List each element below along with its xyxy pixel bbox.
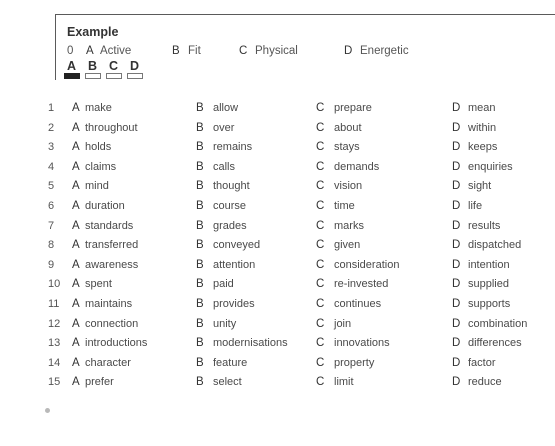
option-a-word: introductions xyxy=(85,337,148,350)
option-a-word: awareness xyxy=(85,258,139,271)
option-a-letter: A xyxy=(72,278,80,291)
option-d-word: supports xyxy=(468,298,511,310)
example-option-c-letter: C xyxy=(239,45,248,57)
page-dot xyxy=(45,408,50,413)
question-number: 14 xyxy=(48,356,61,369)
option-b-word: over xyxy=(213,121,235,134)
option-d-letter: D xyxy=(452,278,461,291)
option-a-letter: A xyxy=(72,219,80,232)
option-d-word: life xyxy=(468,200,483,212)
example-box xyxy=(55,14,555,80)
option-b-word: provides xyxy=(213,298,255,310)
option-b-letter: B xyxy=(196,317,204,330)
option-c-word: consideration xyxy=(334,258,400,271)
question-number: 1 xyxy=(48,102,55,114)
option-c-word: prepare xyxy=(334,102,372,114)
option-c-letter: C xyxy=(316,121,325,134)
example-number: 0 xyxy=(67,45,74,57)
option-d-word: sight xyxy=(468,180,492,193)
question-row xyxy=(0,376,555,395)
option-b-word: course xyxy=(213,200,247,212)
option-c-word: time xyxy=(334,200,355,212)
example-option-a-word: Active xyxy=(100,45,132,57)
question-row xyxy=(0,318,555,337)
option-c-word: given xyxy=(334,239,361,252)
option-c-word: marks xyxy=(334,219,364,232)
option-a-letter: A xyxy=(72,258,80,271)
option-a-word: claims xyxy=(85,160,117,173)
option-d-letter: D xyxy=(452,141,461,154)
option-b-word: calls xyxy=(213,160,236,173)
option-d-word: factor xyxy=(468,356,496,369)
option-b-letter: B xyxy=(196,337,204,350)
option-c-letter: C xyxy=(316,200,325,212)
question-row xyxy=(0,357,555,376)
question-row xyxy=(0,200,555,219)
answer-box-c[interactable] xyxy=(106,73,122,79)
option-d-letter: D xyxy=(452,180,461,193)
question-row xyxy=(0,161,555,180)
example-option-b-word: Fit xyxy=(188,45,201,57)
option-b-word: thought xyxy=(213,180,250,193)
option-a-word: transferred xyxy=(85,239,139,252)
option-a-letter: A xyxy=(72,180,80,193)
option-c-word: innovations xyxy=(334,337,390,350)
option-c-letter: C xyxy=(316,219,325,232)
option-d-word: keeps xyxy=(468,141,498,154)
question-number: 11 xyxy=(48,298,60,310)
example-option-d-letter: D xyxy=(344,45,353,57)
option-b-word: conveyed xyxy=(213,239,261,252)
question-number: 6 xyxy=(48,200,55,212)
option-b-letter: B xyxy=(196,102,204,114)
question-number: 15 xyxy=(48,376,61,389)
option-d-letter: D xyxy=(452,160,461,173)
option-a-word: character xyxy=(85,356,131,369)
option-a-letter: A xyxy=(72,141,80,154)
option-b-letter: B xyxy=(196,121,204,134)
option-b-letter: B xyxy=(196,200,204,212)
option-b-letter: B xyxy=(196,239,204,252)
option-d-word: results xyxy=(468,219,501,232)
option-c-word: join xyxy=(334,317,352,330)
answer-letter-d: D xyxy=(129,59,140,73)
option-c-letter: C xyxy=(316,258,325,271)
option-c-word: re-invested xyxy=(334,278,389,291)
question-row xyxy=(0,278,555,297)
option-b-letter: B xyxy=(196,160,204,173)
option-b-word: paid xyxy=(213,278,234,291)
question-number: 4 xyxy=(48,160,55,173)
option-a-word: maintains xyxy=(85,298,133,310)
question-number: 10 xyxy=(48,278,61,291)
option-a-letter: A xyxy=(72,337,80,350)
option-b-word: remains xyxy=(213,141,253,154)
option-c-letter: C xyxy=(316,337,325,350)
option-c-word: stays xyxy=(334,141,360,154)
option-a-word: prefer xyxy=(85,376,114,389)
option-b-letter: B xyxy=(196,298,204,310)
option-c-letter: C xyxy=(316,141,325,154)
question-row xyxy=(0,337,555,356)
option-c-letter: C xyxy=(316,160,325,173)
option-c-letter: C xyxy=(316,180,325,193)
option-b-word: attention xyxy=(213,258,256,271)
question-row xyxy=(0,239,555,258)
question-number: 8 xyxy=(48,239,55,252)
option-b-letter: B xyxy=(196,376,204,389)
question-number: 3 xyxy=(48,141,55,154)
option-d-word: intention xyxy=(468,258,510,271)
option-a-word: holds xyxy=(85,141,112,154)
option-b-letter: B xyxy=(196,278,204,291)
question-number: 5 xyxy=(48,180,55,193)
example-option-b-letter: B xyxy=(172,45,180,57)
option-c-word: demands xyxy=(334,160,380,173)
option-a-word: throughout xyxy=(85,121,138,134)
option-b-letter: B xyxy=(196,219,204,232)
option-c-letter: C xyxy=(316,356,325,369)
option-c-word: about xyxy=(334,121,362,134)
option-b-word: select xyxy=(213,376,242,389)
example-title: Example xyxy=(67,25,119,39)
option-c-letter: C xyxy=(316,239,325,252)
option-d-word: combination xyxy=(468,317,528,330)
question-row xyxy=(0,259,555,278)
option-d-word: enquiries xyxy=(468,160,513,173)
answer-box-d[interactable] xyxy=(127,73,143,79)
answer-box-a-filled[interactable] xyxy=(64,73,80,79)
option-d-word: reduce xyxy=(468,376,502,389)
option-d-letter: D xyxy=(452,337,461,350)
option-c-letter: C xyxy=(316,317,325,330)
option-c-letter: C xyxy=(316,102,325,114)
option-d-word: differences xyxy=(468,337,522,350)
option-d-letter: D xyxy=(452,200,461,212)
example-option-c-word: Physical xyxy=(255,45,298,57)
option-d-letter: D xyxy=(452,376,461,389)
option-c-word: continues xyxy=(334,298,382,310)
option-a-word: standards xyxy=(85,219,134,232)
option-a-letter: A xyxy=(72,121,80,134)
question-row xyxy=(0,122,555,141)
option-a-word: make xyxy=(85,102,112,114)
option-d-letter: D xyxy=(452,102,461,114)
option-d-letter: D xyxy=(452,298,461,310)
option-a-letter: A xyxy=(72,376,80,389)
answer-letter-a: A xyxy=(66,59,77,73)
answer-letter-b: B xyxy=(87,59,98,73)
option-a-word: spent xyxy=(85,278,112,291)
question-number: 2 xyxy=(48,121,55,134)
option-c-letter: C xyxy=(316,376,325,389)
question-number: 7 xyxy=(48,219,55,232)
example-option-a-letter: A xyxy=(86,45,94,57)
option-a-word: connection xyxy=(85,317,139,330)
option-b-letter: B xyxy=(196,356,204,369)
option-b-word: grades xyxy=(213,219,247,232)
option-b-word: allow xyxy=(213,102,239,114)
question-number: 9 xyxy=(48,258,55,271)
option-d-letter: D xyxy=(452,317,461,330)
option-d-word: within xyxy=(468,121,497,134)
question-row xyxy=(0,180,555,199)
option-a-letter: A xyxy=(72,317,80,330)
option-c-word: limit xyxy=(334,376,354,389)
option-b-letter: B xyxy=(196,258,204,271)
question-row xyxy=(0,141,555,160)
answer-letter-c: C xyxy=(108,59,119,73)
option-d-word: dispatched xyxy=(468,239,522,252)
option-c-word: property xyxy=(334,356,375,369)
option-a-word: duration xyxy=(85,200,125,212)
option-b-word: modernisations xyxy=(213,337,288,350)
option-a-letter: A xyxy=(72,102,80,114)
question-number: 12 xyxy=(48,317,61,330)
option-b-letter: B xyxy=(196,141,204,154)
option-d-letter: D xyxy=(452,258,461,271)
option-d-letter: D xyxy=(452,356,461,369)
question-row xyxy=(0,220,555,239)
option-d-letter: D xyxy=(452,219,461,232)
option-d-word: mean xyxy=(468,102,496,114)
question-number: 13 xyxy=(48,337,61,350)
option-a-letter: A xyxy=(72,160,80,173)
option-c-letter: C xyxy=(316,278,325,291)
option-b-word: feature xyxy=(213,356,248,369)
option-a-letter: A xyxy=(72,356,80,369)
option-c-word: vision xyxy=(334,180,363,193)
option-b-letter: B xyxy=(196,180,204,193)
option-d-word: supplied xyxy=(468,278,509,291)
option-d-letter: D xyxy=(452,239,461,252)
option-a-letter: A xyxy=(72,298,80,310)
question-row xyxy=(0,102,555,121)
option-c-letter: C xyxy=(316,298,325,310)
question-row xyxy=(0,298,555,317)
option-a-letter: A xyxy=(72,200,80,212)
option-a-word: mind xyxy=(85,180,109,193)
option-b-word: unity xyxy=(213,317,237,330)
option-d-letter: D xyxy=(452,121,461,134)
option-a-letter: A xyxy=(72,239,80,252)
answer-box-b[interactable] xyxy=(85,73,101,79)
example-option-d-word: Energetic xyxy=(360,45,409,57)
